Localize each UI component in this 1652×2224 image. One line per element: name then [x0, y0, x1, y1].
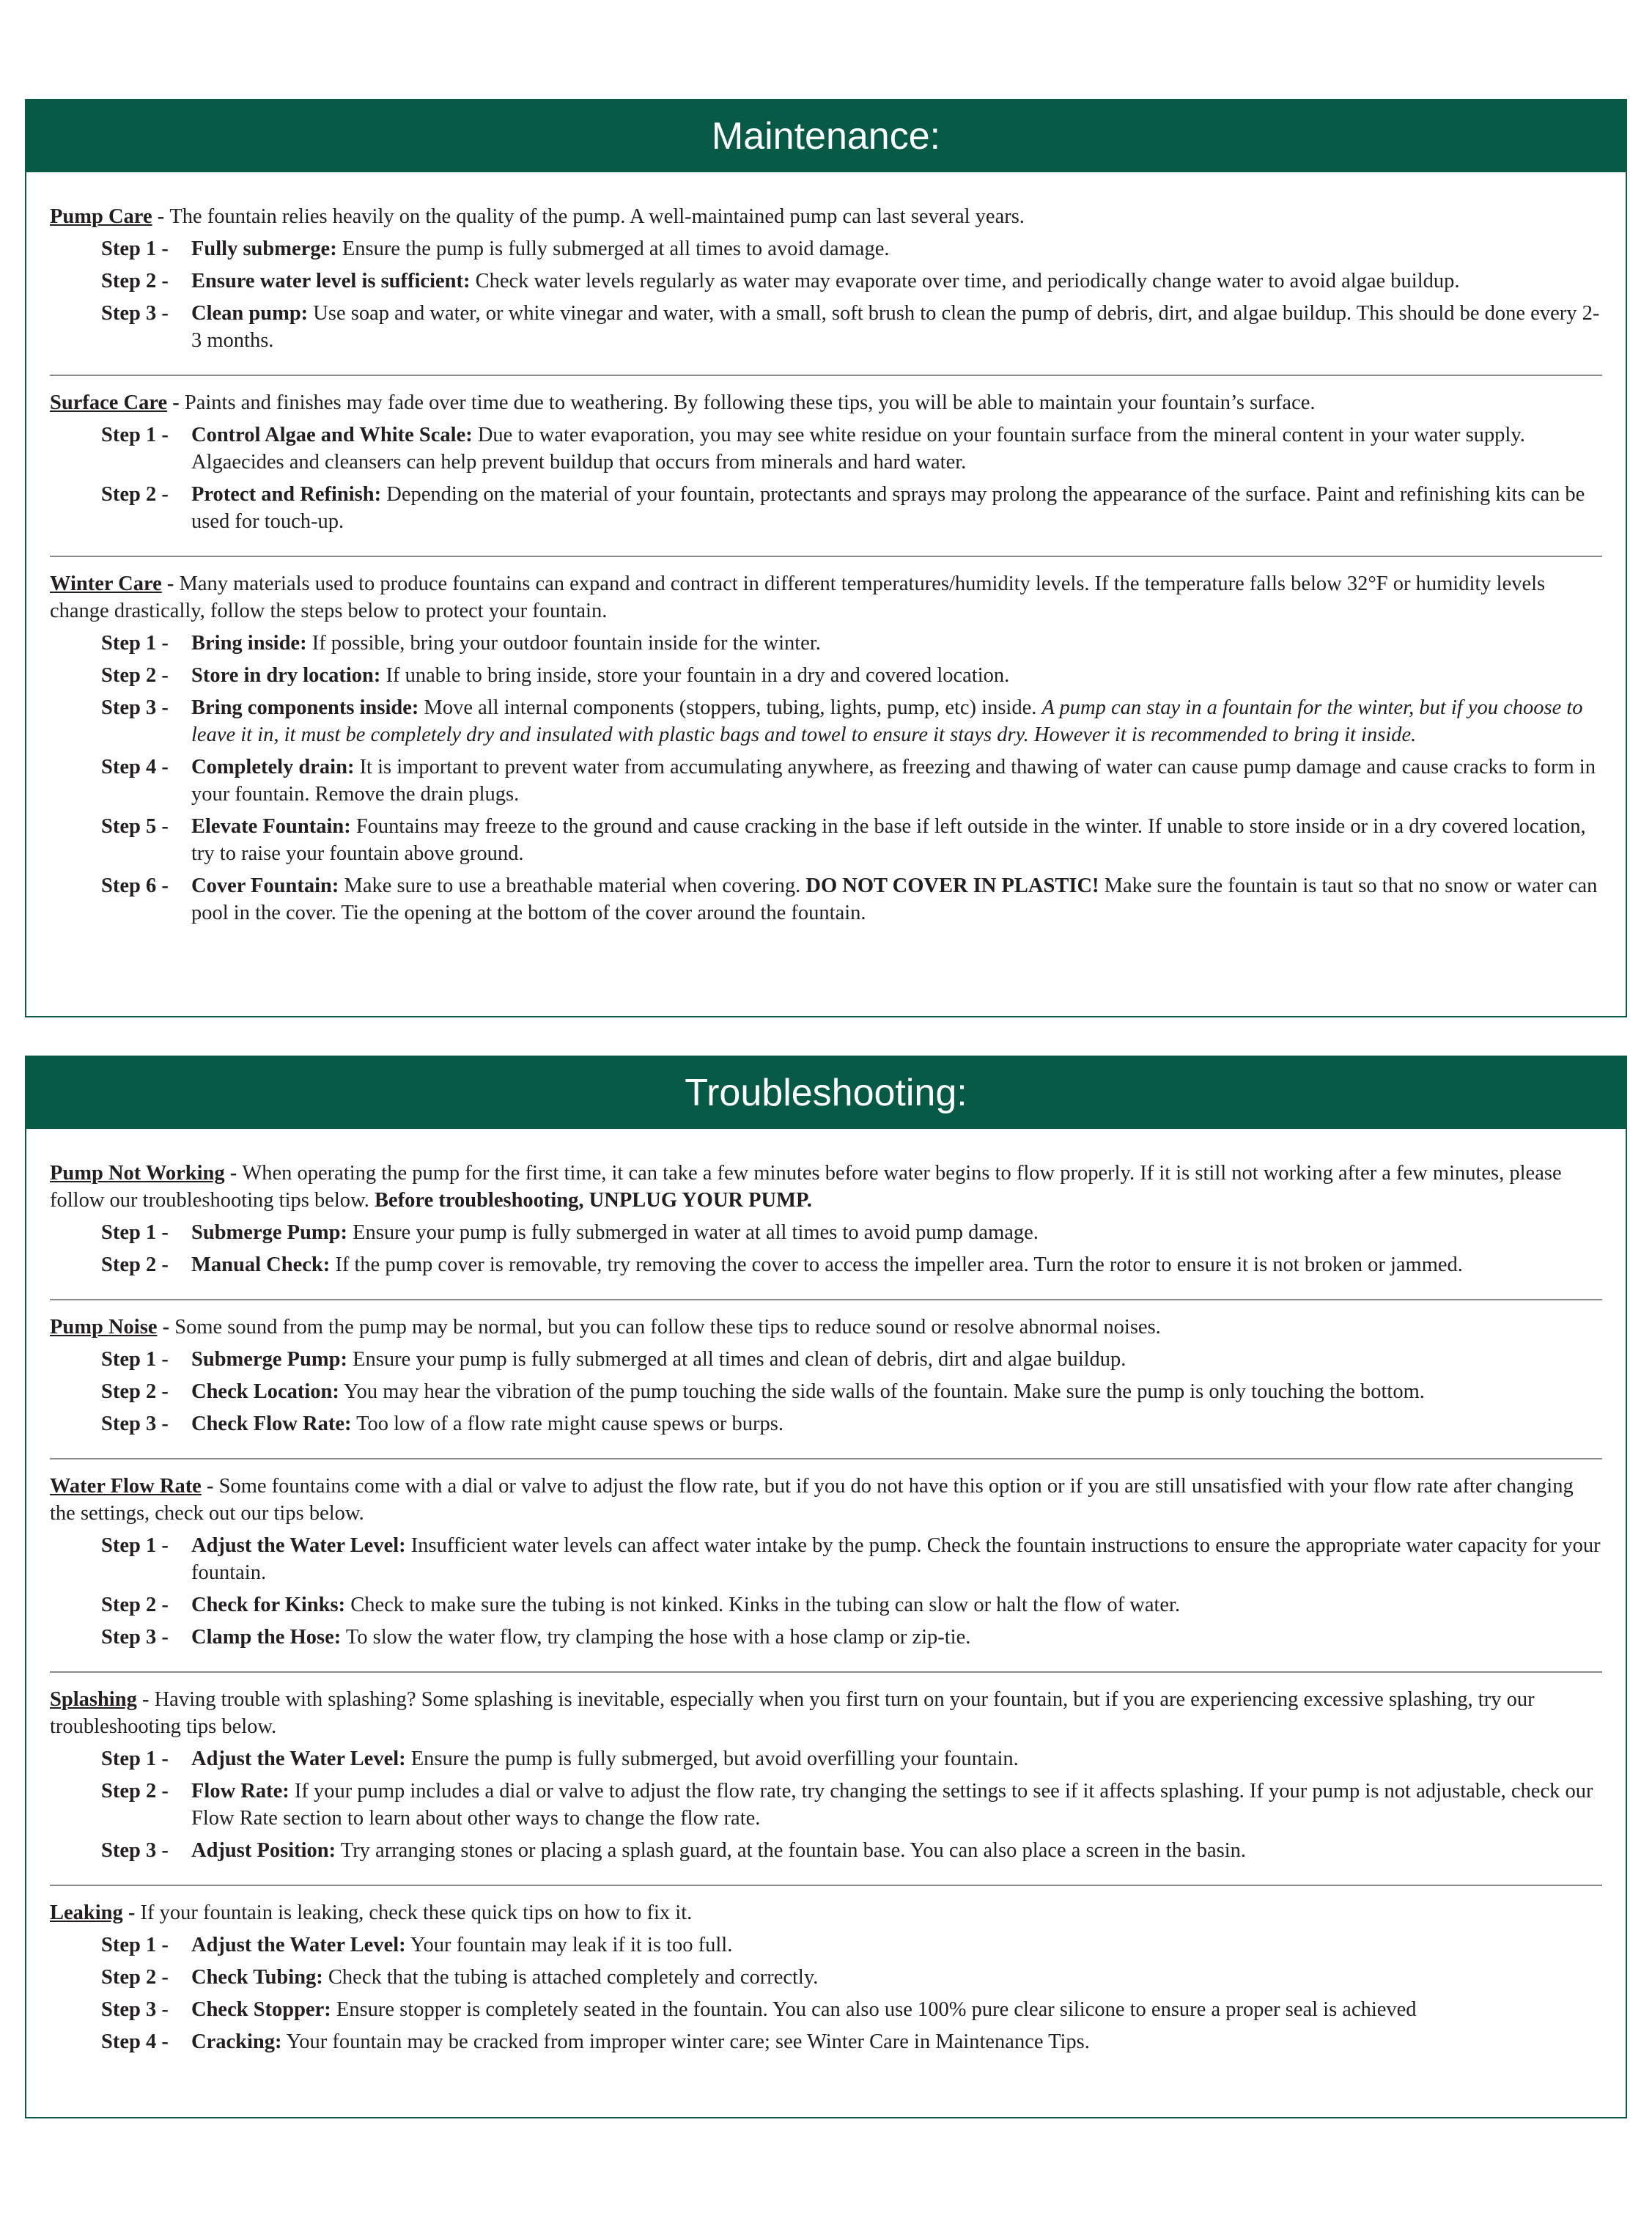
step-item: Step 6 - Cover Fountain: Make sure to use a breathable material when covering. DO NOT COVER IN PLASTIC! Make sure the fountain is taut so that no snow or water can pool in the cover. Tie the opening at the bottom of the cover around the fountain. — [50, 872, 1602, 927]
step-number: Step 1 - — [101, 632, 169, 655]
pump-not-working-section — [50, 1160, 1602, 1278]
maintenance-content — [26, 172, 1626, 927]
leaking-section — [50, 1885, 1602, 2055]
step-item: Step 3 - Clamp the Hose: To slow the water flow, try clamping the hose with a hose clamp or zip-tie. — [50, 1624, 1602, 1651]
italic-note: A pump can stay in a fountain for the winter, but if you choose to leave it in, it must be completely dry and insulated with plastic bags and towel to ensure it stays dry. However it is recommended to bring it inside. — [191, 696, 1583, 746]
step-number: Step 1 - — [101, 1748, 169, 1770]
section-intro: Pump Care - The fountain relies heavily on the quality of the pump. A well-maintained pump can last several years. — [50, 205, 1025, 228]
section-title: Winter Care — [50, 572, 162, 595]
step-item: Step 2 - Manual Check: If the pump cover is removable, try removing the cover to access the impeller area. Turn the rotor to ensure it is not broken or jammed. — [50, 1251, 1602, 1278]
water-flow-rate-section — [50, 1458, 1602, 1651]
step-item: Step 2 - Check for Kinks: Check to make sure the tubing is not kinked. Kinks in the tubing can slow or halt the flow of water. — [50, 1591, 1602, 1619]
splashing-section — [50, 1671, 1602, 1864]
section-title: Splashing — [50, 1688, 137, 1711]
step-item: Step 2 - Check Location: You may hear the vibration of the pump touching the side walls of the fountain. Make sure the pump is only touching the bottom. — [50, 1378, 1602, 1405]
plastic-warning: DO NOT COVER IN PLASTIC! — [805, 874, 1099, 897]
step-item: Step 1 - Submerge Pump: Ensure your pump is fully submerged in water at all times to avoid pump damage. — [50, 1219, 1602, 1246]
step-number: Step 4 - — [101, 756, 169, 778]
step-item: Step 5 - Elevate Fountain: Fountains may freeze to the ground and cause cracking in the base if left outside in the winter. If unable to store inside or in a dry covered location, try to raise your fountain above ground. — [50, 813, 1602, 867]
step-item: Step 1 - Submerge Pump: Ensure your pump is fully submerged at all times and clean of debris, dirt and algae buildup. — [50, 1346, 1602, 1373]
troubleshooting-panel — [25, 1056, 1627, 2118]
step-item: Step 1 - Control Algae and White Scale: Due to water evaporation, you may see white residue on your fountain surface from the mineral content in your water supply. Algaecides and cleansers can help prevent buildup that occurs from minerals and hard water. — [50, 421, 1602, 476]
section-intro: Splashing - Having trouble with splashing? Some splashing is inevitable, especially when you first turn on your fountain, but if you are experiencing excessive splashing, try our troubleshooting tips below. — [50, 1688, 1535, 1738]
step-number: Step 1 - — [101, 424, 169, 446]
step-number: Step 1 - — [101, 238, 169, 260]
surface-care-section — [50, 375, 1602, 535]
step-number: Step 3 - — [101, 1413, 169, 1435]
step-number: Step 4 - — [101, 2030, 169, 2053]
step-number: Step 1 - — [101, 1221, 169, 1244]
step-item: Step 4 - Cracking: Your fountain may be cracked from improper winter care; see Winter Care in Maintenance Tips. — [50, 2028, 1602, 2055]
unplug-warning: Before troubleshooting, UNPLUG YOUR PUMP. — [375, 1189, 812, 1212]
step-number: Step 6 - — [101, 874, 169, 897]
step-item: Step 3 - Bring components inside: Move all internal components (stoppers, tubing, lights, pump, etc) inside. A pump can stay in a fountain for the winter, but if you choose to leave it in, it must be completely dry and insulated with plastic bags and towel to ensure it stays dry. However it is recommended to bring it inside. — [50, 694, 1602, 748]
step-number: Step 1 - — [101, 1534, 169, 1557]
maintenance-panel — [25, 99, 1627, 1017]
troubleshooting-content — [26, 1129, 1626, 2055]
step-number: Step 2 - — [101, 1380, 169, 1403]
step-number: Step 1 - — [101, 1348, 169, 1371]
section-intro: Leaking - If your fountain is leaking, check these quick tips on how to fix it. — [50, 1901, 693, 1924]
step-item: Step 2 - Ensure water level is sufficient: Check water levels regularly as water may evaporate over time, and periodically change water to avoid algae buildup. — [50, 268, 1602, 295]
troubleshooting-banner — [26, 1057, 1626, 1129]
section-title: Surface Care — [50, 391, 168, 414]
step-number: Step 2 - — [101, 1253, 169, 1276]
step-item: Step 4 - Completely drain: It is important to prevent water from accumulating anywhere, as freezing and thawing of water can cause pump damage and cause cracks to form in your fountain. Remove the drain plugs. — [50, 754, 1602, 808]
section-title: Leaking — [50, 1901, 123, 1924]
section-title: Pump Not Working — [50, 1162, 225, 1185]
pump-care-section — [50, 203, 1602, 354]
step-number: Step 2 - — [101, 483, 169, 506]
step-item: Step 2 - Check Tubing: Check that the tubing is attached completely and correctly. — [50, 1964, 1602, 1991]
step-number: Step 5 - — [101, 815, 169, 838]
step-item: Step 2 - Store in dry location: If unable to bring inside, store your fountain in a dry and covered location. — [50, 662, 1602, 689]
step-item: Step 1 - Fully submerge: Ensure the pump is fully submerged at all times to avoid damage. — [50, 235, 1602, 262]
section-intro: Pump Not Working - When operating the pump for the first time, it can take a few minutes before water begins to flow properly. If it is still not working after a few minutes, please follow our troubleshooting tips below. Before troubleshooting, UNPLUG YOUR PUMP. — [50, 1162, 1562, 1212]
step-number: Step 3 - — [101, 1626, 169, 1649]
step-item: Step 1 - Adjust the Water Level: Ensure the pump is fully submerged, but avoid overfilling your fountain. — [50, 1745, 1602, 1772]
step-number: Step 2 - — [101, 1966, 169, 1989]
step-item: Step 2 - Protect and Refinish: Depending on the material of your fountain, protectants and sprays may prolong the appearance of the surface. Paint and refinishing kits can be used for touch-up. — [50, 481, 1602, 535]
step-number: Step 3 - — [101, 302, 169, 325]
section-intro: Pump Noise - Some sound from the pump may be normal, but you can follow these tips to reduce sound or resolve abnormal noises. — [50, 1316, 1161, 1339]
step-number: Step 2 - — [101, 1780, 169, 1803]
step-item: Step 3 - Adjust Position: Try arranging stones or placing a splash guard, at the fountain base. You can also place a screen in the basin. — [50, 1837, 1602, 1864]
step-number: Step 3 - — [101, 1998, 169, 2021]
step-number: Step 2 - — [101, 270, 169, 292]
maintenance-heading: Maintenance: — [711, 115, 941, 158]
step-item: Step 1 - Adjust the Water Level: Your fountain may leak if it is too full. — [50, 1932, 1602, 1959]
step-item: Step 3 - Check Stopper: Ensure stopper is completely seated in the fountain. You can also use 100% pure clear silicone to ensure a proper seal is achieved — [50, 1996, 1602, 2023]
step-item: Step 3 - Clean pump: Use soap and water, or white vinegar and water, with a small, soft brush to clean the pump of debris, dirt, and algae buildup. This should be done every 2-3 months. — [50, 300, 1602, 354]
maintenance-banner — [26, 100, 1626, 172]
section-title: Pump Care — [50, 205, 152, 228]
step-item: Step 3 - Check Flow Rate: Too low of a flow rate might cause spews or burps. — [50, 1410, 1602, 1437]
step-item: Step 2 - Flow Rate: If your pump includes a dial or valve to adjust the flow rate, try changing the settings to see if it affects splashing. If your pump is not adjustable, check our Flow Rate section to learn about other ways to change the flow rate. — [50, 1778, 1602, 1832]
troubleshooting-heading: Troubleshooting: — [685, 1072, 967, 1114]
step-item: Step 1 - Adjust the Water Level: Insufficient water levels can affect water intake by the pump. Check the fountain instructions to ensure the appropriate water capacity for your fountain. — [50, 1532, 1602, 1586]
winter-care-section — [50, 556, 1602, 927]
section-title: Pump Noise — [50, 1316, 158, 1339]
step-number: Step 2 - — [101, 664, 169, 687]
step-number: Step 3 - — [101, 1839, 169, 1862]
section-intro: Surface Care - Paints and finishes may fade over time due to weathering. By following these tips, you will be able to maintain your fountain’s surface. — [50, 391, 1316, 414]
step-number: Step 2 - — [101, 1594, 169, 1616]
step-item: Step 1 - Bring inside: If possible, bring your outdoor fountain inside for the winter. — [50, 630, 1602, 657]
section-intro: Winter Care - Many materials used to produce fountains can expand and contract in different temperatures/humidity levels. If the temperature falls below 32°F or humidity levels change drastically, follow the steps below to protect your fountain. — [50, 572, 1546, 622]
section-title: Water Flow Rate — [50, 1475, 202, 1498]
section-intro: Water Flow Rate - Some fountains come with a dial or valve to adjust the flow rate, but if you do not have this option or if you are still unsatisfied with your flow rate after changing the settings, check out our tips below. — [50, 1475, 1574, 1525]
pump-noise-section — [50, 1299, 1602, 1437]
step-number: Step 3 - — [101, 696, 169, 719]
step-number: Step 1 - — [101, 1934, 169, 1956]
